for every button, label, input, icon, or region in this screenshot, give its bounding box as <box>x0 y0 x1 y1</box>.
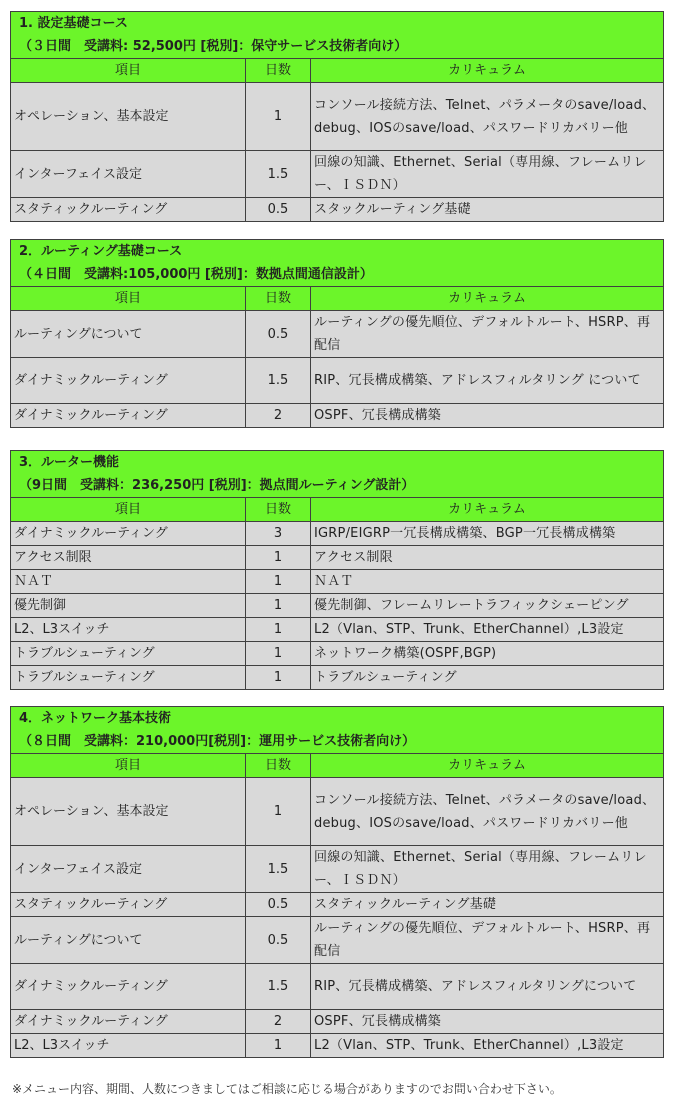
cell-item: オペレーション、基本設定 <box>11 83 246 151</box>
cell-days: 1.5 <box>246 846 311 893</box>
column-header-row <box>11 498 664 522</box>
table-row <box>11 198 664 222</box>
course-block <box>10 11 663 222</box>
cell-days: 1 <box>246 83 311 151</box>
table-row <box>11 570 664 594</box>
table-row <box>11 666 664 690</box>
column-header-curriculum: カリキュラム <box>311 59 664 83</box>
cell-curriculum: アクセス制限 <box>311 546 664 570</box>
table-row <box>11 618 664 642</box>
table-row <box>11 546 664 570</box>
cell-days: 1.5 <box>246 358 311 404</box>
course-subtitle: （9日間 受講料：236,250円 [税別]：拠点間ルーティング設計） <box>11 474 664 498</box>
cell-item: L2、L3スイッチ <box>11 618 246 642</box>
column-header-item: 項目 <box>11 287 246 311</box>
course-title: 1. 設定基礎コース <box>11 12 664 36</box>
column-header-item: 項目 <box>11 754 246 778</box>
course-table <box>10 11 664 222</box>
table-row <box>11 964 664 1010</box>
footnote: ※メニュー内容、期間、人数につきましてはご相談に応じる場合がありますのでお問い合わせ下さい。 <box>12 1082 562 1096</box>
cell-curriculum: ルーティングの優先順位、デフォルトルート、HSRP、再配信 <box>311 311 664 358</box>
cell-curriculum: ルーティングの優先順位、デフォルトルート、HSRP、再配信 <box>311 917 664 964</box>
cell-days: 2 <box>246 404 311 428</box>
cell-days: 2 <box>246 1010 311 1034</box>
cell-days: 1 <box>246 642 311 666</box>
cell-days: 1 <box>246 594 311 618</box>
course-block <box>10 450 663 690</box>
cell-curriculum: IGRP/EIGRP一冗長構成構築、BGP一冗長構成構築 <box>311 522 664 546</box>
cell-days: 1 <box>246 666 311 690</box>
cell-item: ダイナミックルーティング <box>11 358 246 404</box>
cell-curriculum: 優先制御、フレームリレートラフィックシェーピング <box>311 594 664 618</box>
course-title: 4．ネットワーク基本技術 <box>11 707 664 731</box>
course-table <box>10 239 664 428</box>
cell-days: 0.5 <box>246 917 311 964</box>
table-row <box>11 404 664 428</box>
course-subtitle: （３日間 受講料: 52,500円 [税別]：保守サービス技術者向け） <box>11 35 664 59</box>
cell-item: スタティックルーティング <box>11 198 246 222</box>
course-subtitle: （８日間 受講料：210,000円[税別]：運用サービス技術者向け） <box>11 730 664 754</box>
cell-curriculum: RIP、冗長構成構築、アドレスフィルタリングについて <box>311 964 664 1010</box>
table-row <box>11 778 664 846</box>
cell-item: L2、L3スイッチ <box>11 1034 246 1058</box>
cell-days: 1 <box>246 570 311 594</box>
column-header-days: 日数 <box>246 498 311 522</box>
table-row <box>11 1010 664 1034</box>
table-row <box>11 151 664 198</box>
course-title: 2．ルーティング基礎コース <box>11 240 664 264</box>
cell-days: 1 <box>246 618 311 642</box>
table-row <box>11 642 664 666</box>
table-row <box>11 893 664 917</box>
course-block <box>10 239 663 428</box>
cell-item: トラブルシューティング <box>11 642 246 666</box>
column-header-row <box>11 754 664 778</box>
column-header-curriculum: カリキュラム <box>311 754 664 778</box>
cell-days: 1.5 <box>246 151 311 198</box>
column-header-curriculum: カリキュラム <box>311 287 664 311</box>
column-header-row <box>11 59 664 83</box>
cell-curriculum: RIP、冗長構成構築、アドレスフィルタリング について <box>311 358 664 404</box>
column-header-days: 日数 <box>246 287 311 311</box>
cell-days: 3 <box>246 522 311 546</box>
cell-curriculum: スタティックルーティング基礎 <box>311 893 664 917</box>
table-row <box>11 594 664 618</box>
column-header-item: 項目 <box>11 59 246 83</box>
cell-item: ルーティングについて <box>11 311 246 358</box>
table-row <box>11 522 664 546</box>
cell-days: 1 <box>246 778 311 846</box>
cell-curriculum: L2（Vlan、STP、Trunk、EtherChannel）,L3設定 <box>311 1034 664 1058</box>
cell-days: 0.5 <box>246 311 311 358</box>
cell-curriculum: OSPF、冗長構成構築 <box>311 1010 664 1034</box>
column-header-curriculum: カリキュラム <box>311 498 664 522</box>
cell-curriculum: トラブルシューティング <box>311 666 664 690</box>
course-subtitle: （４日間 受講料:105,000円 [税別]：数拠点間通信設計） <box>11 263 664 287</box>
cell-curriculum: ＮＡＴ <box>311 570 664 594</box>
table-row <box>11 311 664 358</box>
table-row <box>11 358 664 404</box>
cell-days: 1 <box>246 546 311 570</box>
course-table <box>10 706 664 1058</box>
cell-days: 1.5 <box>246 964 311 1010</box>
cell-curriculum: 回線の知識、Ethernet、Serial（専用線、フレームリレー、ＩＳＤＮ） <box>311 151 664 198</box>
table-row <box>11 83 664 151</box>
cell-item: オペレーション、基本設定 <box>11 778 246 846</box>
column-header-item: 項目 <box>11 498 246 522</box>
course-title: 3．ルーター機能 <box>11 451 664 475</box>
column-header-days: 日数 <box>246 754 311 778</box>
cell-curriculum: OSPF、冗長構成構築 <box>311 404 664 428</box>
cell-item: ダイナミックルーティング <box>11 964 246 1010</box>
cell-days: 0.5 <box>246 893 311 917</box>
cell-item: ルーティングについて <box>11 917 246 964</box>
cell-item: 優先制御 <box>11 594 246 618</box>
column-header-row <box>11 287 664 311</box>
table-row <box>11 917 664 964</box>
cell-item: スタティックルーティング <box>11 893 246 917</box>
column-header-days: 日数 <box>246 59 311 83</box>
cell-curriculum: 回線の知識、Ethernet、Serial（専用線、フレームリレー、ＩＳＤＮ） <box>311 846 664 893</box>
cell-curriculum: スタックルーティング基礎 <box>311 198 664 222</box>
cell-item: ＮＡＴ <box>11 570 246 594</box>
course-block <box>10 706 663 1058</box>
cell-item: ダイナミックルーティング <box>11 522 246 546</box>
cell-days: 0.5 <box>246 198 311 222</box>
cell-days: 1 <box>246 1034 311 1058</box>
cell-item: インターフェイス設定 <box>11 151 246 198</box>
cell-item: ダイナミックルーティング <box>11 1010 246 1034</box>
cell-curriculum: L2（Vlan、STP、Trunk、EtherChannel）,L3設定 <box>311 618 664 642</box>
table-row <box>11 846 664 893</box>
cell-curriculum: ネットワーク構築(OSPF,BGP) <box>311 642 664 666</box>
cell-item: トラブルシューティング <box>11 666 246 690</box>
cell-item: インターフェイス設定 <box>11 846 246 893</box>
cell-curriculum: コンソール接続方法、Telnet、パラメータのsave/load、debug、IOSのsave/load、パスワードリカバリー他 <box>311 778 664 846</box>
cell-item: アクセス制限 <box>11 546 246 570</box>
table-row <box>11 1034 664 1058</box>
cell-curriculum: コンソール接続方法、Telnet、パラメータのsave/load、debug、IOSのsave/load、パスワードリカバリー他 <box>311 83 664 151</box>
course-table <box>10 450 664 690</box>
cell-item: ダイナミックルーティング <box>11 404 246 428</box>
